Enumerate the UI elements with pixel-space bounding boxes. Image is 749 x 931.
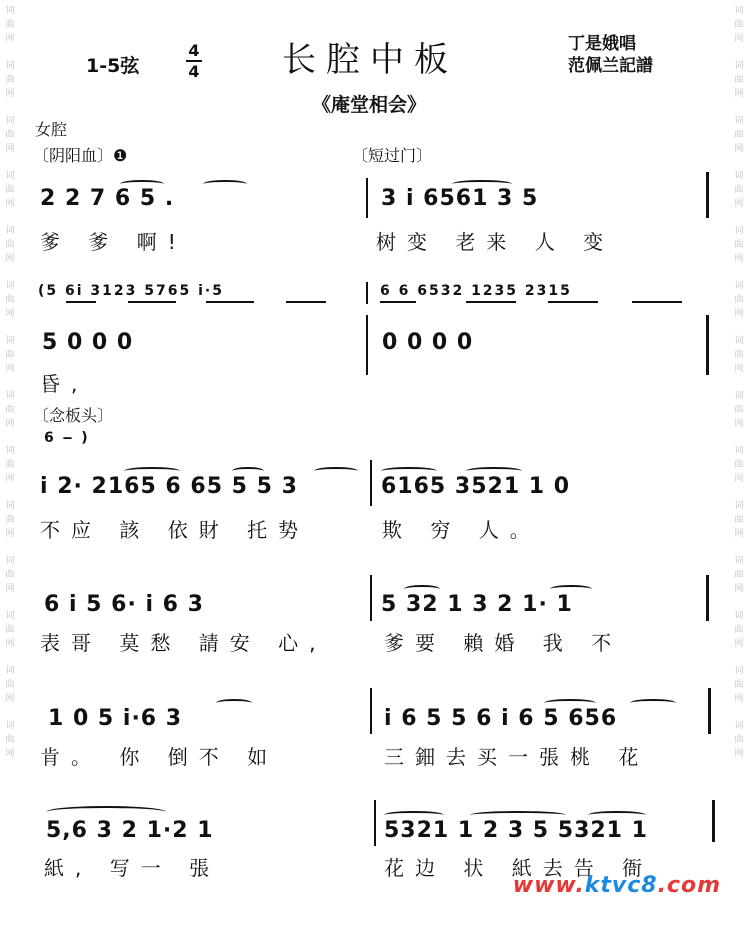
side-watermark-char: 曲 bbox=[734, 130, 744, 140]
tune-label-2-small: 6 ‒ ) bbox=[44, 430, 90, 446]
side-watermark-char: 词 bbox=[734, 281, 744, 291]
side-watermark-char: 词 bbox=[734, 171, 744, 181]
side-watermark-char: 曲 bbox=[5, 350, 15, 360]
side-watermark-char: 词 bbox=[734, 6, 744, 16]
side-watermark-char: 曲 bbox=[734, 735, 744, 745]
side-watermark-char: 网 bbox=[5, 529, 15, 539]
side-watermark-char: 词 bbox=[734, 391, 744, 401]
side-watermark-char: 词 bbox=[5, 6, 15, 16]
side-watermark-char: 曲 bbox=[734, 625, 744, 635]
side-watermark-char: 词 bbox=[734, 336, 744, 346]
watermark-middle: ktvc8 bbox=[584, 873, 658, 898]
side-watermark-char: 网 bbox=[734, 419, 744, 429]
side-watermark-char: 网 bbox=[734, 254, 744, 264]
notes-s3-m1: 5 0 0 0 bbox=[42, 330, 134, 355]
side-watermark-char: 词 bbox=[5, 666, 15, 676]
side-watermark-char: 词 bbox=[5, 281, 15, 291]
interlude-label: 〔短过门〕 bbox=[352, 146, 433, 165]
side-watermark-char: 网 bbox=[5, 749, 15, 759]
side-watermark-char: 网 bbox=[5, 144, 15, 154]
credit-singer: 丁是娥唱 bbox=[568, 34, 636, 54]
side-watermark-char: 词 bbox=[734, 611, 744, 621]
notes-s7-m1: 5,6 3 2 1·2 1 bbox=[46, 818, 214, 843]
side-watermark-char: 曲 bbox=[734, 350, 744, 360]
side-watermark-char: 曲 bbox=[734, 460, 744, 470]
side-watermark-char: 词 bbox=[5, 391, 15, 401]
side-watermark-char: 网 bbox=[5, 474, 15, 484]
side-watermark-char: 网 bbox=[5, 199, 15, 209]
string-tuning: 1-5弦 bbox=[86, 55, 140, 77]
lyrics-s7-m1: 紙, 写一 張 bbox=[44, 856, 221, 880]
side-watermark-char: 网 bbox=[5, 584, 15, 594]
side-watermark-char: 曲 bbox=[734, 405, 744, 415]
side-watermark-char: 曲 bbox=[734, 515, 744, 525]
side-watermark-char: 曲 bbox=[5, 75, 15, 85]
notes-s2-m1: (5 6i 3123 5765 i·5 bbox=[38, 283, 224, 299]
side-watermark-char: 词 bbox=[734, 556, 744, 566]
site-watermark bbox=[513, 873, 721, 898]
notes-s6-m1: 1 0 5 i·6 3 bbox=[48, 706, 183, 731]
notes-s2-m2: 6 6 6532 1235 2315 bbox=[380, 283, 572, 299]
notes-s7-m2: 5321 1 2 3 5 5321 1 bbox=[384, 818, 648, 843]
watermark-prefix: www. bbox=[512, 873, 585, 898]
side-watermark-char: 曲 bbox=[5, 405, 15, 415]
side-watermark-char: 曲 bbox=[5, 735, 15, 745]
notes-s3-m2: 0 0 0 0 bbox=[382, 330, 474, 355]
side-watermark-char: 网 bbox=[734, 89, 744, 99]
credit-transcriber: 范佩兰記譜 bbox=[568, 56, 653, 76]
lyrics-s6-m1: 肯。 你 倒不 如 bbox=[40, 745, 279, 769]
side-watermark-char: 网 bbox=[734, 474, 744, 484]
side-watermark-char: 词 bbox=[5, 556, 15, 566]
side-watermark-char: 网 bbox=[734, 639, 744, 649]
side-watermark-char: 词 bbox=[734, 666, 744, 676]
side-watermark-char: 词 bbox=[734, 116, 744, 126]
side-watermark-char: 曲 bbox=[5, 295, 15, 305]
side-watermark-char: 词 bbox=[5, 116, 15, 126]
side-watermark-char: 词 bbox=[5, 61, 15, 71]
side-watermark-char: 曲 bbox=[5, 680, 15, 690]
side-watermark-char: 词 bbox=[5, 611, 15, 621]
subtitle: 《庵堂相会》 bbox=[312, 94, 427, 116]
side-watermark-char: 词 bbox=[5, 721, 15, 731]
voice-label: 女腔 bbox=[35, 120, 68, 139]
side-watermark-char: 曲 bbox=[734, 20, 744, 30]
lyrics-s5-m1: 表哥 莫愁 請安 心, bbox=[40, 631, 327, 655]
time-signature bbox=[186, 42, 202, 80]
side-watermark-char: 网 bbox=[734, 364, 744, 374]
side-watermark-char: 网 bbox=[734, 529, 744, 539]
right-watermark-strip bbox=[729, 0, 749, 931]
side-watermark-char: 网 bbox=[5, 309, 15, 319]
lyrics-s6-m2: 三鈿去买一張桃 花 bbox=[384, 745, 650, 769]
notes-s5-m2: 5 32 1 3 2 1· 1 bbox=[381, 592, 573, 617]
lyrics-s4-m1: 不应 該 依財 托势 bbox=[40, 518, 310, 542]
side-watermark-char: 曲 bbox=[5, 130, 15, 140]
side-watermark-char: 网 bbox=[5, 89, 15, 99]
notes-s4-m1: i 2· 2165 6 65 5 5 3 bbox=[40, 474, 298, 499]
side-watermark-char: 网 bbox=[5, 419, 15, 429]
page-title: 长腔中板 bbox=[282, 40, 458, 80]
side-watermark-char: 网 bbox=[734, 309, 744, 319]
side-watermark-char: 词 bbox=[734, 446, 744, 456]
side-watermark-char: 词 bbox=[734, 61, 744, 71]
side-watermark-char: 网 bbox=[734, 749, 744, 759]
side-watermark-char: 曲 bbox=[5, 625, 15, 635]
side-watermark-char: 词 bbox=[734, 721, 744, 731]
side-watermark-char: 网 bbox=[5, 694, 15, 704]
lyrics-s3-m1: 昏, bbox=[40, 372, 89, 396]
side-watermark-char: 网 bbox=[734, 694, 744, 704]
side-watermark-char: 词 bbox=[5, 446, 15, 456]
side-watermark-char: 曲 bbox=[734, 295, 744, 305]
side-watermark-char: 词 bbox=[5, 171, 15, 181]
lyrics-s1-m1: 爹 爹 啊! bbox=[40, 230, 187, 254]
side-watermark-char: 词 bbox=[5, 226, 15, 236]
side-watermark-char: 曲 bbox=[5, 20, 15, 30]
notes-s4-m2: 6165 3521 1 0 bbox=[381, 474, 571, 499]
side-watermark-char: 网 bbox=[5, 34, 15, 44]
side-watermark-char: 曲 bbox=[734, 680, 744, 690]
side-watermark-char: 词 bbox=[5, 501, 15, 511]
tune-label-1: 〔阴阳血〕❶ bbox=[33, 146, 128, 165]
side-watermark-char: 曲 bbox=[734, 185, 744, 195]
time-signature-bottom: 4 bbox=[188, 62, 200, 81]
side-watermark-char: 曲 bbox=[734, 570, 744, 580]
side-watermark-char: 网 bbox=[734, 34, 744, 44]
lyrics-s7-m2: 花边 状 紙去告 衙 bbox=[384, 856, 654, 880]
side-watermark-char: 曲 bbox=[5, 460, 15, 470]
side-watermark-char: 网 bbox=[734, 199, 744, 209]
side-watermark-char: 曲 bbox=[734, 75, 744, 85]
notes-s6-m2: i 6 5 5 6 i 6 5 656 bbox=[384, 706, 618, 731]
side-watermark-char: 词 bbox=[5, 336, 15, 346]
side-watermark-char: 曲 bbox=[5, 570, 15, 580]
side-watermark-char: 曲 bbox=[734, 240, 744, 250]
side-watermark-char: 词 bbox=[734, 226, 744, 236]
side-watermark-char: 网 bbox=[5, 639, 15, 649]
notes-s5-m1: 6 i 5 6· i 6 3 bbox=[44, 592, 204, 617]
tune-label-2: 〔念板头〕 bbox=[33, 406, 114, 425]
side-watermark-char: 网 bbox=[5, 254, 15, 264]
time-signature-top: 4 bbox=[188, 41, 200, 60]
side-watermark-char: 网 bbox=[734, 584, 744, 594]
lyrics-s1-m2: 树变 老来 人 变 bbox=[376, 230, 615, 254]
side-watermark-char: 曲 bbox=[5, 185, 15, 195]
lyrics-s4-m2: 欺 穷 人。 bbox=[382, 518, 541, 542]
side-watermark-char: 网 bbox=[5, 364, 15, 374]
side-watermark-char: 曲 bbox=[5, 240, 15, 250]
notes-s1-m1: 2 2 7 6 5 . bbox=[40, 186, 175, 211]
side-watermark-char: 曲 bbox=[5, 515, 15, 525]
side-watermark-char: 词 bbox=[734, 501, 744, 511]
notes-s1-m2: 3 i 6561 3 5 bbox=[381, 186, 539, 211]
watermark-suffix: .com bbox=[657, 873, 721, 898]
lyrics-s5-m2: 爹要 賴婚 我 不 bbox=[384, 631, 623, 655]
side-watermark-char: 网 bbox=[734, 144, 744, 154]
left-watermark-strip bbox=[0, 0, 20, 931]
